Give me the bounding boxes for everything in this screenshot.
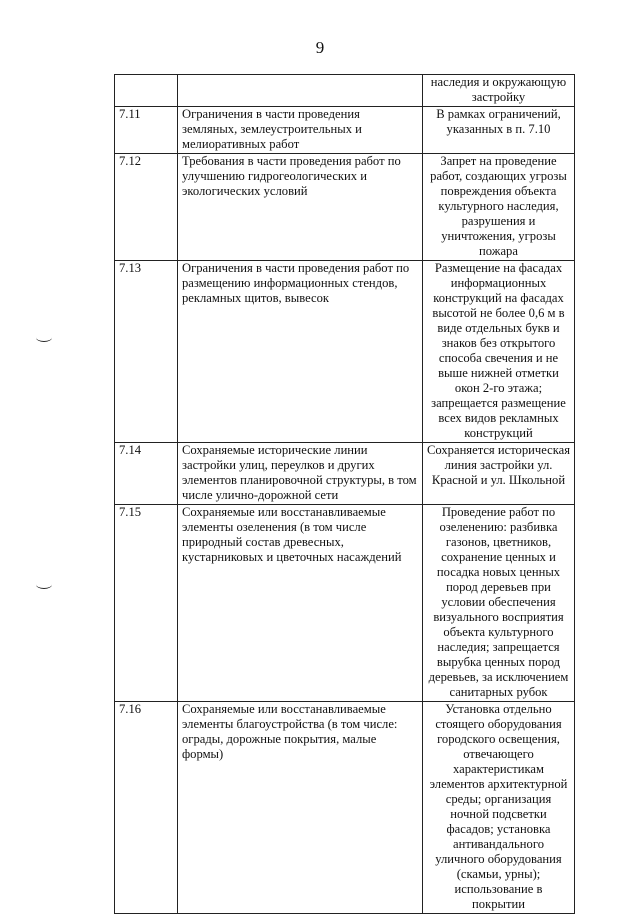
row-description: Требования в части проведения работ по улучшению гидрогеологических и экологических условий [178, 154, 423, 261]
row-number: 7.16 [115, 702, 178, 914]
row-requirement: В рамках ограничений, указанных в п. 7.10 [423, 107, 575, 154]
row-number: 7.11 [115, 107, 178, 154]
row-description: Сохраняемые исторические линии застройки улиц, переулков и других элементов планировочной структуры, в том числе улично-дорожной сети [178, 443, 423, 505]
row-requirement: Размещение на фасадах информационных конструкций на фасадах высотой не более 0,6 м в виде отдельных букв и знаков без открытого способа свечения и не выше нижней отметки окон 2-го этажа; запрещается размещение всех видов рекламных конструкций [423, 261, 575, 443]
binding-hole-mark [36, 580, 52, 589]
table-row [115, 702, 575, 914]
row-requirement: Установка отдельно стоящего оборудования городского освещения, отвечающего характеристикам элементов архитектурной среды; организация ночной подсветки фасадов; установка антивандального уличного оборудования (скамьи, урны); использование в покрытии [423, 702, 575, 914]
page-number: 9 [315, 38, 325, 57]
row-requirement: Проведение работ по озеленению: разбивка газонов, цветников, сохранение ценных и посадка новых ценных пород деревьев при условии обеспечения визуального восприятия объекта культурного наследия; запрещается вырубка ценных пород деревьев, за исключением санитарных рубок [423, 505, 575, 702]
table-row [115, 505, 575, 702]
table-row [115, 154, 575, 261]
row-description: Ограничения в части проведения работ по размещению информационных стендов, рекламных щитов, вывесок [178, 261, 423, 443]
row-number: 7.13 [115, 261, 178, 443]
row-number: 7.12 [115, 154, 178, 261]
row-description: Сохраняемые или восстанавливаемые элементы благоустройства (в том числе: ограды, дорожные покрытия, малые формы) [178, 702, 423, 914]
table-row [115, 107, 575, 154]
row-requirement: Запрет на проведение работ, создающих угрозы повреждения объекта культурного наследия, разрушения и уничтожения, угрозы пожара [423, 154, 575, 261]
table-row [115, 443, 575, 505]
row-requirement: наследия и окружающую застройку [423, 75, 575, 107]
row-description: Сохраняемые или восстанавливаемые элементы озеленения (в том числе природный состав древесных, кустарниковых и цветочных насаждений [178, 505, 423, 702]
row-description: Ограничения в части проведения земляных, землеустроительных и мелиоративных работ [178, 107, 423, 154]
binding-hole-mark [36, 333, 52, 342]
row-number: 7.14 [115, 443, 178, 505]
table-row [115, 75, 575, 107]
table-row [115, 261, 575, 443]
restrictions-table [114, 74, 575, 914]
row-number: 7.15 [115, 505, 178, 702]
row-description [178, 75, 423, 107]
row-number [115, 75, 178, 107]
row-requirement: Сохраняется историческая линия застройки ул. Красной и ул. Школьной [423, 443, 575, 505]
